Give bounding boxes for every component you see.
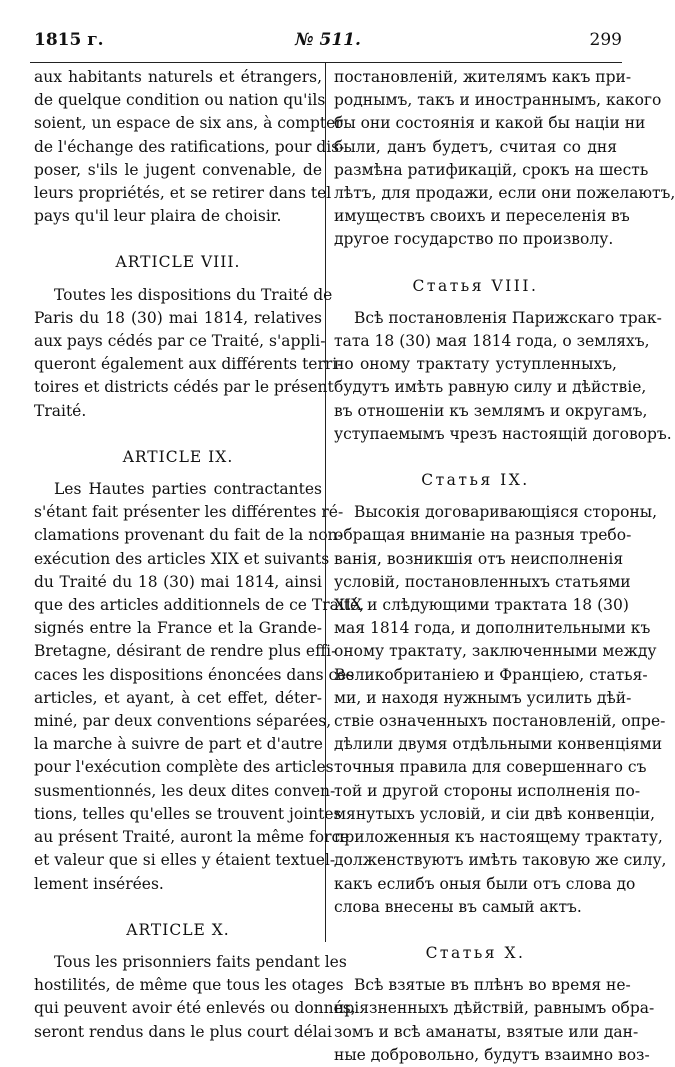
text-line: ми, и находя нужнымъ усилить дѣй- [334,688,632,707]
text-line: Всѣ постановленія Парижскаго трак- [354,308,662,327]
text-line: долженствуютъ имѣть таковую же силу, [334,851,667,870]
text-line: будутъ имѣть равную силу и дѣйствіе, [334,378,647,397]
text-line: имуществъ своихъ и переселенія въ [334,207,630,226]
paragraph [334,307,672,446]
text-line: оному трактату, заключенными между [334,642,657,661]
text-line: условій, постановленныхъ статьями [334,572,631,591]
text-line: s'étant fait présenter les différentes ré- [34,503,344,522]
text-line: роднымъ, такъ и иностраннымъ, какого [334,91,662,110]
page-header [34,30,622,54]
text-line: seront rendus dans le plus court délai [34,1022,332,1041]
text-line: susmentionnés, les deux dites conven- [34,781,336,800]
paragraph [34,284,343,423]
article-heading: Статья IX. [421,471,530,490]
paragraph [34,478,365,896]
text-line: queront également aux différents terri- [34,355,343,374]
text-line: clamations provenant du fait de la non- [34,526,343,545]
text-line: aux pays cédés par ce Traité, s'appli- [34,332,326,351]
text-line: размѣна ратификацій, срокъ на шесть [334,160,649,179]
paragraph [334,66,675,252]
text-line: Tous les prisonniers faits pendant les [54,952,347,971]
text-line: постановленій, жителямъ какъ при- [334,68,632,86]
text-line: toires et districts cédés par le présent [34,378,334,397]
text-line: Высокія договаривающіяся стороны, [354,503,658,522]
article-heading: ARTICLE VIII. [115,253,241,272]
russian-column [334,66,675,1067]
text-line: слова внесены въ самый актъ. [334,897,582,916]
text-line: ные добровольно, будутъ взаимно воз- [334,1045,650,1064]
french-column [34,66,365,1044]
page-number: 299 [589,30,622,50]
paragraph [34,66,345,228]
text-line: мая 1814 года, и дополнительными къ [334,619,651,638]
text-line: бы они состоянія и какой бы націи ни [334,114,646,133]
article-heading: ARTICLE IX. [122,447,234,466]
text-line: exécution des articles XIX et suivants [34,549,330,568]
article-heading: Статья VIII. [412,276,539,295]
text-line: зомъ и всѣ аманаты, взятые или дан- [334,1022,639,1041]
text-line: et valeur que si elles y étaient textuel- [34,851,336,870]
text-line: pour l'exécution complète des articles [34,758,334,777]
text-line: пріязненныхъ дѣйствій, равнымъ обра- [334,999,655,1018]
text-line: дѣлили двумя отдѣльными конвенціями [334,735,663,754]
text-line: ванія, возникшія отъ неисполненія [334,549,624,568]
text-line: той и другой стороны исполненія по- [334,781,641,800]
text-line: XIX и слѣдующими трактата 18 (30) [334,596,629,615]
text-line: по оному трактату уступленныхъ, [334,355,617,374]
text-line: Paris du 18 (30) mai 1814, relatives [34,308,322,327]
text-line: pays qu'il leur plaira de choisir. [34,207,282,226]
text-line: лѣтъ, для продажи, если они пожелаютъ, [334,184,675,203]
text-line: Всѣ взятые въ плѣнъ во время не- [354,976,631,995]
text-line: leurs propriétés, et se retirer dans tel [34,184,332,203]
text-line: Великобританіею и Франціею, статья- [334,665,648,684]
text-line: lement insérées. [34,874,164,893]
text-line: Les Hautes parties contractantes [54,480,322,499]
text-line: Toutes les dispositions du Traité de [54,285,333,304]
text-line: обращая вниманіе на разныя требо- [334,526,632,545]
text-line: тата 18 (30) мая 1814 года, о земляхъ, [334,332,650,351]
text-line: du Traité du 18 (30) mai 1814, ainsi [34,572,322,591]
text-line: soient, un espace de six ans, à compter [34,114,343,133]
article-heading: Статья X. [425,943,526,962]
text-line: qui peuvent avoir été enlevés ou donnés, [34,999,356,1018]
text-line: Bretagne, désirant de rendre plus effi- [34,642,337,661]
paragraph [334,501,667,919]
header-rule [30,62,622,63]
document-number: № 511. [295,30,361,50]
text-line: la marche à suivre de part et d'autre [34,735,323,754]
text-line: de l'échange des ratifications, pour dis- [34,137,345,156]
paragraph [34,951,356,1044]
text-line: мянутыхъ условій, и сіи двѣ конвенціи, [334,804,656,823]
text-line: miné, par deux conventions séparées, [34,712,332,731]
text-line: hostilités, de même que tous les otages [34,976,344,995]
text-line: были, данъ будетъ, считая со дня [334,137,617,156]
article-heading: ARTICLE X. [126,920,230,939]
text-line: приложенныя къ настоящему трактату, [334,828,663,847]
text-line: какъ еслибъ оныя были отъ слова до [334,874,636,893]
text-line: que des articles additionnels de ce Traité, [34,596,365,615]
text-line: другое государство по произволу. [334,230,614,249]
text-line: de quelque condition ou nation qu'ils [34,91,326,110]
text-line: уступаемымъ чрезъ настоящій договоръ. [334,424,672,443]
text-line: articles, et ayant, à cet effet, déter- [34,688,322,707]
text-line: tions, telles qu'elles se trouvent jointes [34,804,342,823]
text-line: точныя правила для совершеннаго съ [334,758,647,777]
paragraph [334,974,655,1067]
header-year: 1815 г. [34,30,104,50]
text-line: au présent Traité, auront la même force [34,828,350,847]
text-line: aux habitants naturels et étrangers, [34,68,322,86]
text-line: signés entre la France et la Grande- [34,619,322,638]
text-line: въ отношеніи къ землямъ и округамъ, [334,401,648,420]
text-line: poser, s'ils le jugent convenable, de [34,160,322,179]
text-line: Traité. [34,401,87,420]
text-line: ствіе означенныхъ постановленій, опре- [334,712,666,731]
text-line: caces les dispositions énoncées dans ces [34,665,355,684]
